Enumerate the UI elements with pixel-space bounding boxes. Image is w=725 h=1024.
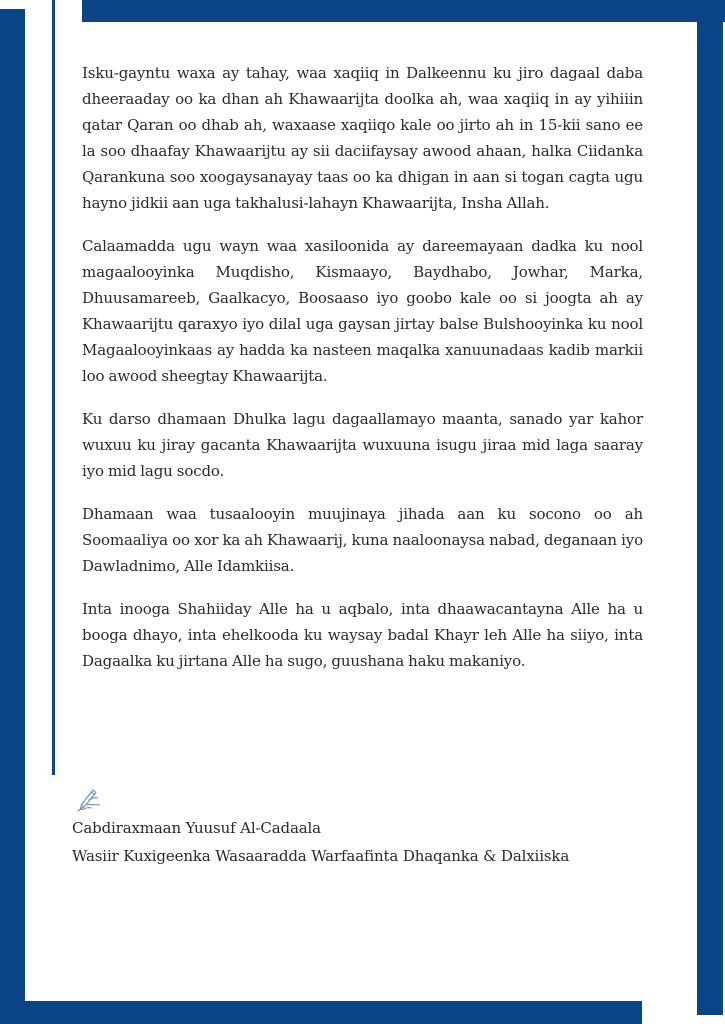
paragraph-1: Isku-gayntu waxa ay tahay, waa xaqiiq in Dalkeennu ku jiro dagaal daba dheeraaday oo ka dhan ah Khawaarijta doolka ah, waa xaqiiq in ay yihiiin qatar Qaran oo dhab ah, waxaase xaqiiqo kale oo jirto ah in 15-kii sano ee la soo dhaafay Khawaarijtu ay sii daciifaysay awood ahaan, halka Ciidanka Qarankuna soo xoogaysanayay taas oo ka dhigan in aan si togan cagta ugu hayno jidkii aan uga takhalusi-lahayn Khawaarijta, Insha Allah. xyxy=(82,64,643,212)
bottom-border-bar xyxy=(0,1001,642,1024)
letter-body xyxy=(82,60,643,691)
paragraph-4: Dhamaan waa tusaalooyin muujinaya jihada aan ku socono oo ah Soomaaliya oo xor ka ah Khawaarij, kuna naaloonaysa nabad, deganaan iyo Dawladnimo, Alle Idamkiisa. xyxy=(82,505,643,575)
signatory-name: Cabdiraxmaan Yuusuf Al-Cadaala xyxy=(72,819,321,837)
left-thick-border-bar xyxy=(0,9,25,1024)
paragraph-3: Ku darso dhamaan Dhulka lagu dagaallamayo maanta, sanado yar kahor wuxuu ku jiray gacanta Khawaarijta wuxuuna isugu jiraa mid laga saaray iyo mid lagu socdo. xyxy=(82,410,643,480)
left-thin-border-line xyxy=(52,0,55,775)
paragraph-2: Calaamadda ugu wayn waa xasiloonida ay dareemayaan dadka ku nool magaalooyinka Muqdisho, Kismaayo, Baydhabo, Jowhar, Marka, Dhuusamareeb, Gaalkacyo, Boosaaso iyo goobo kale oo si joogta ah ay Khawaarijtu qaraxyo iyo dilal uga gaysan jirtay balse Bulshooyinka ku nool Magaalooyinkaas ay hadda ka nasteen maqalka xanuunadaas kadib markii loo awood sheegtay Khawaarijta. xyxy=(82,237,643,385)
top-border-bar xyxy=(82,0,725,22)
signature-pen-icon xyxy=(74,788,104,814)
signatory-title: Wasiir Kuxigeenka Wasaaradda Warfaafinta Dhaqanka & Dalxiiska xyxy=(72,847,570,865)
paragraph-5: Inta inooga Shahiiday Alle ha u aqbalo, inta dhaawacantayna Alle ha u booga dhayo, inta ehelkooda ku waysay badal Khayr leh Alle ha siiyo, inta Dagaalka ku jirtana Alle ha sugo, guushana haku makaniyo. xyxy=(82,600,643,670)
right-border-bar xyxy=(697,0,723,1015)
signature-block xyxy=(72,788,569,870)
